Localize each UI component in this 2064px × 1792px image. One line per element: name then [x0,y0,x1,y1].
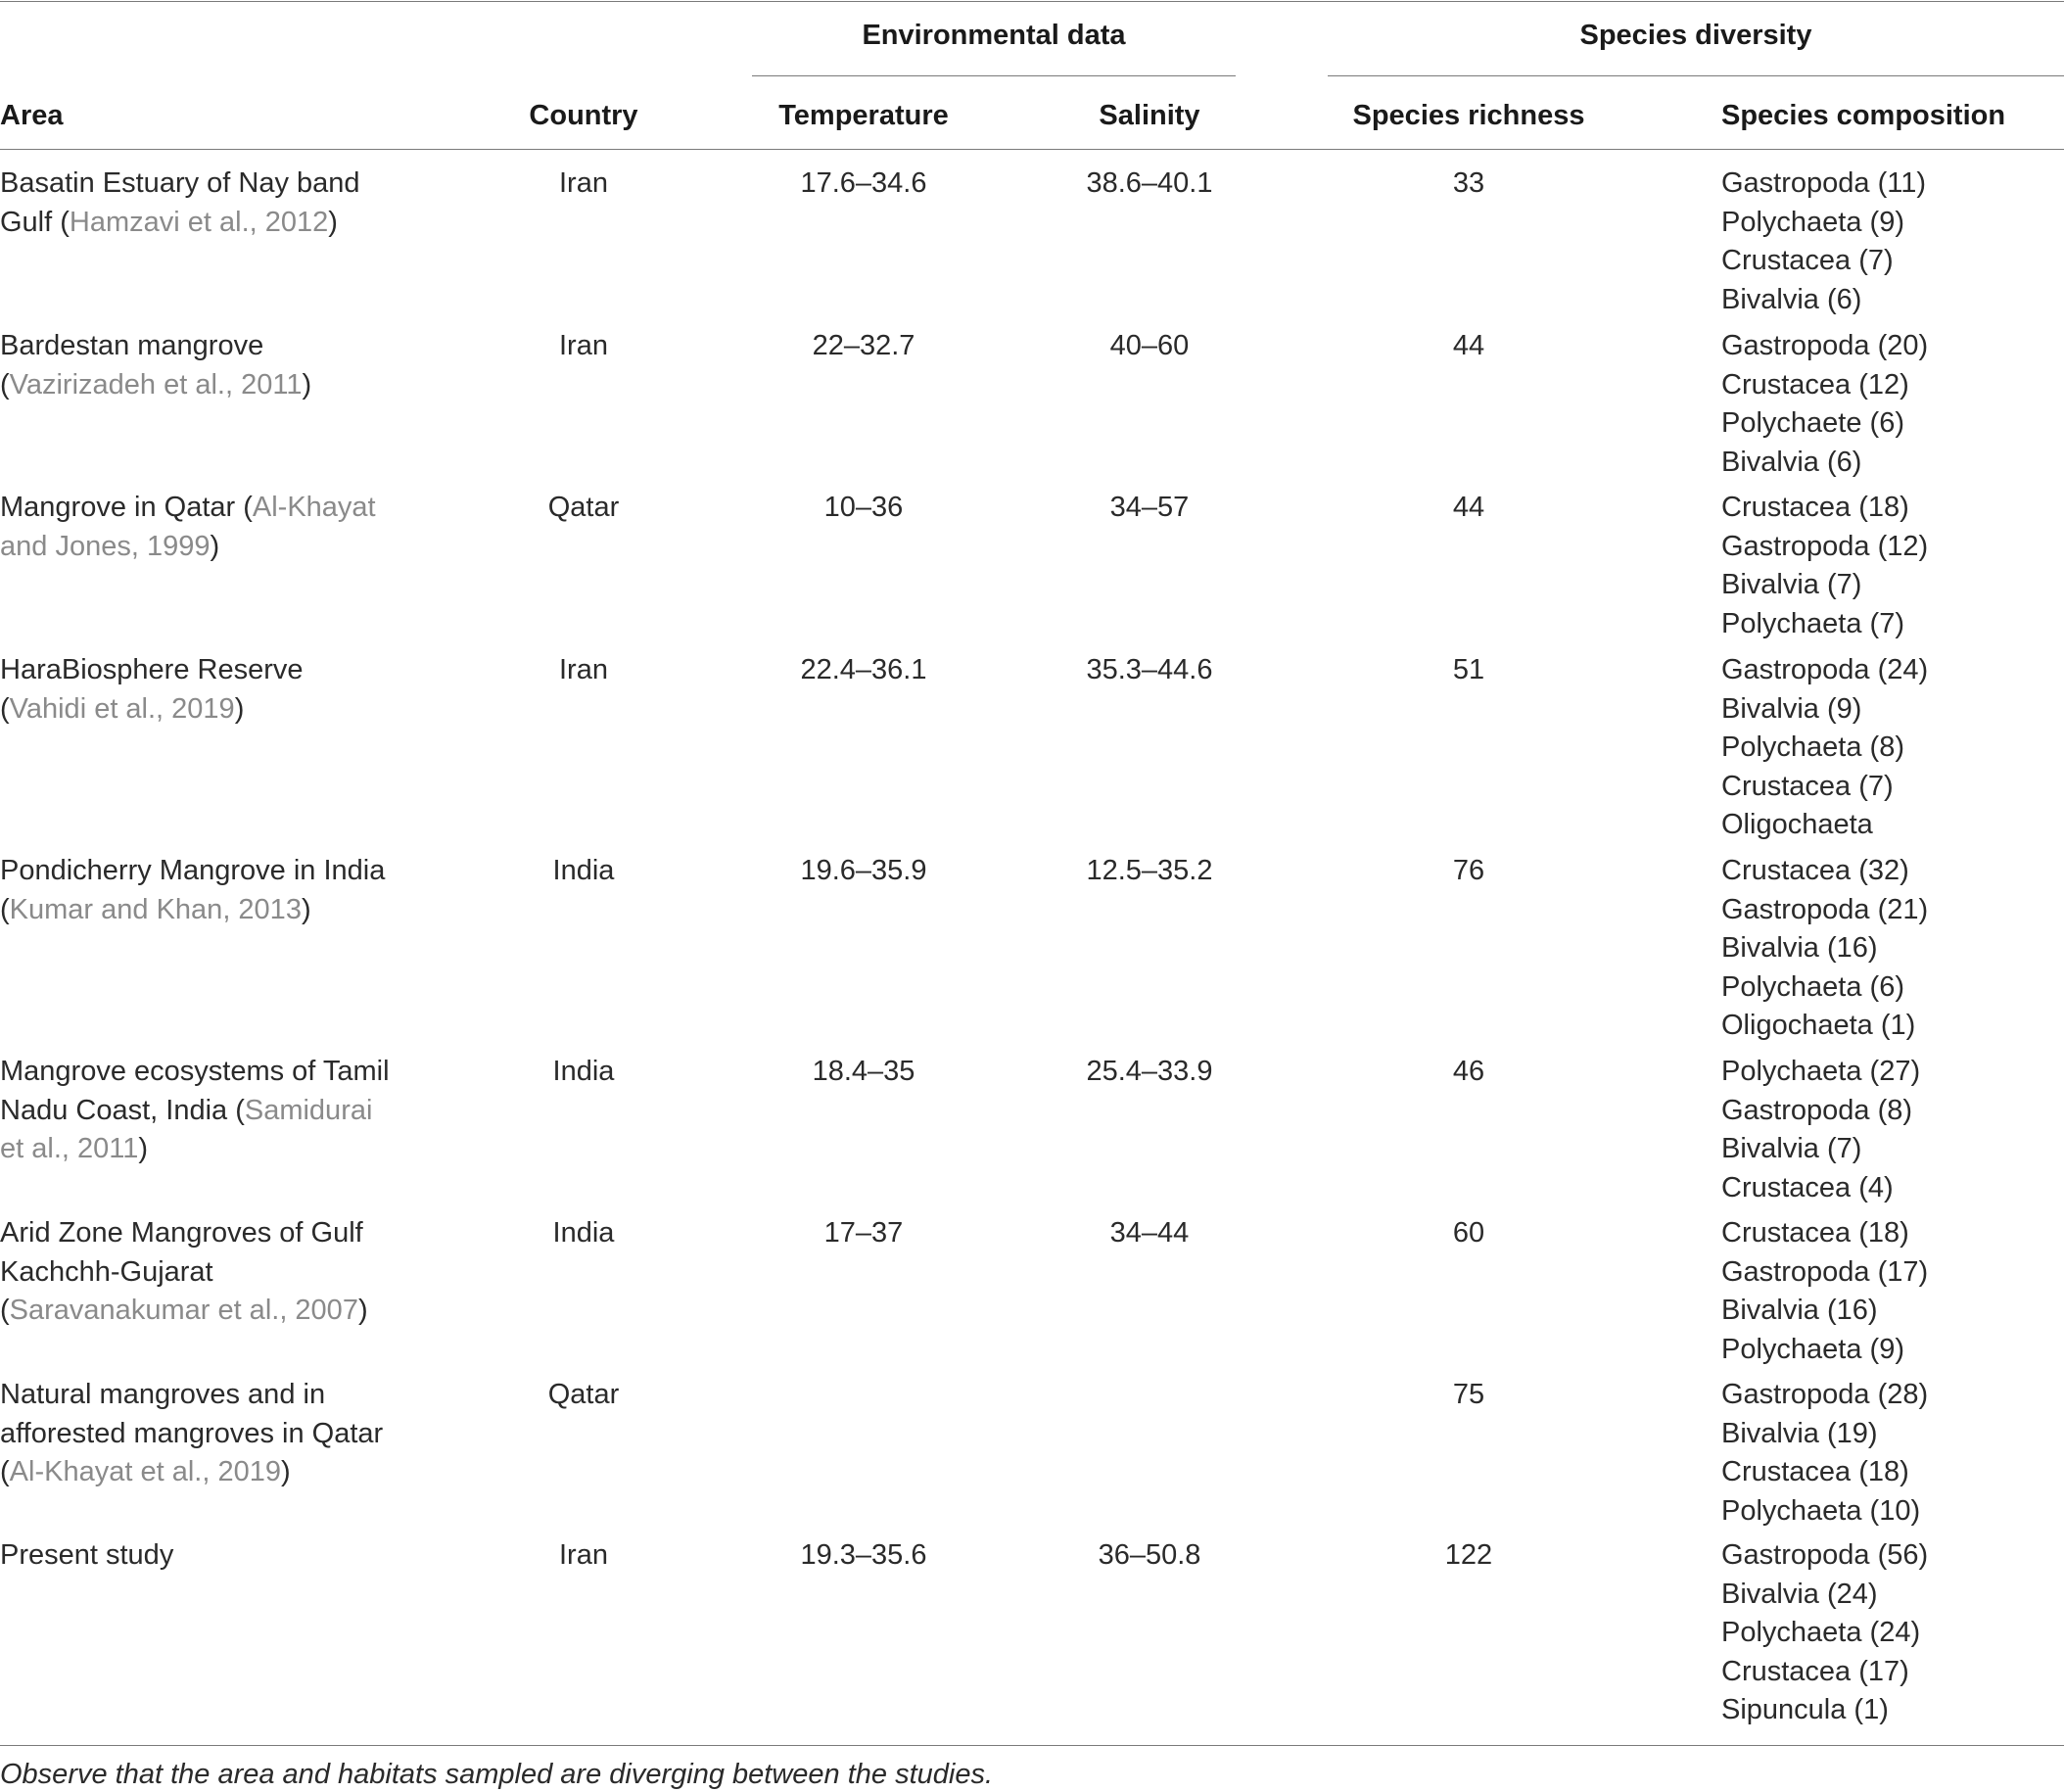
cell-richness: 33 [1452,167,1485,199]
composition-item: Bivalvia (6) [1721,283,1862,315]
area-text: Bardestan mangrove ( [0,330,264,401]
composition-item: Crustacea (7) [1721,770,1894,802]
composition-item: Polychaeta (10) [1721,1494,1921,1527]
composition-item: Gastropoda (21) [1721,893,1929,925]
table-footnote: Observe that the area and habitats sampled are diverging between the studies. [0,1759,994,1790]
group-rule-environmental [752,75,1236,76]
col-header-composition: Species composition [1721,100,2006,131]
table-top-rule [0,1,2064,2]
cell-country: India [552,855,615,886]
composition-item: Polychaeta (7) [1721,607,1904,639]
composition-item: Bivalvia (6) [1721,446,1862,478]
composition-item: Crustacea (4) [1721,1171,1894,1203]
table-bottom-rule [0,1745,2064,1746]
area-text: Arid Zone Mangroves of Gulf Kachchh-Gujarat ( [0,1217,363,1326]
composition-item: Crustacea (18) [1721,1456,1909,1487]
composition-item: Gastropoda (11) [1721,167,1927,199]
area-text-end: ) [234,692,245,725]
cell-composition [1721,852,1928,1046]
cell-temperature: 17.6–34.6 [800,167,927,199]
composition-item: Polychaeta (6) [1721,970,1904,1003]
col-header-salinity: Salinity [1099,100,1200,131]
composition-item: Bivalvia (7) [1721,1133,1862,1164]
cell-composition [1721,1214,1928,1369]
cell-composition [1721,165,1926,319]
composition-item: Crustacea (18) [1721,1217,1909,1249]
area-text-end: ) [301,893,311,925]
cell-salinity: 12.5–35.2 [1086,855,1213,886]
cell-area [0,1376,392,1492]
cell-salinity: 34–44 [1109,1217,1190,1249]
cell-richness: 44 [1452,330,1485,361]
cell-composition [1721,1376,1928,1531]
col-header-country: Country [529,100,638,131]
area-text: Mangrove ecosystems of Tamil Nadu Coast, India ( [0,1056,390,1126]
header-bottom-rule [0,149,2064,150]
composition-item: Bivalvia (24) [1721,1578,1878,1610]
cell-composition [1721,489,1928,643]
area-citation-link[interactable]: Vahidi et al., 2019 [9,692,235,725]
cell-area [0,651,392,729]
composition-item: Polychaeta (9) [1721,206,1904,238]
composition-item: Gastropoda (28) [1721,1379,1929,1410]
area-text: HaraBiosphere Reserve ( [0,654,304,725]
cell-country: India [552,1056,615,1087]
composition-item: Polychaeta (9) [1721,1333,1904,1365]
cell-area [0,327,392,404]
cell-richness: 60 [1452,1217,1485,1249]
group-header-environmental: Environmental data [862,20,1126,51]
col-header-temperature: Temperature [778,100,949,131]
cell-salinity: 36–50.8 [1098,1539,1201,1571]
cell-composition [1721,1536,1928,1730]
area-text-end: ) [328,206,338,238]
cell-salinity: 25.4–33.9 [1086,1056,1213,1087]
area-text: Mangrove in Qatar ( [0,492,253,523]
cell-salinity: 38.6–40.1 [1086,167,1213,199]
composition-item: Bivalvia (19) [1721,1417,1878,1449]
composition-item: Crustacea (7) [1721,245,1894,276]
composition-item: Gastropoda (20) [1721,330,1929,361]
cell-area [0,165,392,242]
cell-richness: 122 [1444,1539,1493,1571]
area-text: Pondicherry Mangrove in India ( [0,855,386,925]
area-text: Natural mangroves and in afforested mangroves in Qatar ( [0,1379,384,1487]
area-citation-link[interactable]: Saravanakumar et al., 2007 [9,1295,358,1326]
cell-country: Iran [559,167,608,199]
cell-composition [1721,651,1928,845]
area-citation-link[interactable]: Hamzavi et al., 2012 [69,206,329,238]
cell-salinity: 35.3–44.6 [1086,654,1213,685]
composition-item: Gastropoda (8) [1721,1094,1913,1126]
composition-item: Crustacea (32) [1721,855,1909,886]
cell-temperature: 10–36 [823,492,904,523]
composition-item: Bivalvia (16) [1721,932,1878,964]
cell-country: Qatar [547,492,620,523]
area-citation-link[interactable]: Al-Khayat and Jones, 1999 [0,492,376,562]
composition-item: Polychaeta (8) [1721,731,1904,763]
cell-composition [1721,327,1928,482]
cell-composition [1721,1053,1920,1207]
cell-area [0,1053,392,1169]
cell-richness: 44 [1452,492,1485,523]
composition-item: Polychaeta (24) [1721,1617,1921,1648]
composition-item: Gastropoda (24) [1721,654,1929,685]
area-citation-link[interactable]: Kumar and Khan, 2013 [9,893,302,925]
area-text: Present study [0,1539,174,1571]
cell-richness: 75 [1452,1379,1485,1410]
composition-item: Oligochaeta (1) [1721,1010,1916,1041]
area-text-end: ) [138,1133,149,1164]
composition-item: Gastropoda (12) [1721,530,1929,562]
cell-temperature: 19.3–35.6 [800,1539,927,1571]
cell-country: Iran [559,1539,608,1571]
group-rule-species [1328,75,2064,76]
composition-item: Crustacea (17) [1721,1655,1909,1687]
cell-richness: 46 [1452,1056,1485,1087]
composition-item: Oligochaeta [1721,809,1873,840]
composition-item: Gastropoda (56) [1721,1539,1929,1571]
col-header-area: Area [0,100,64,131]
cell-country: Iran [559,654,608,685]
cell-area [0,1536,392,1576]
composition-item: Bivalvia (7) [1721,569,1862,600]
area-text-end: ) [280,1456,291,1487]
area-citation-link[interactable]: Al-Khayat et al., 2019 [9,1456,281,1487]
composition-item: Gastropoda (17) [1721,1255,1929,1288]
composition-item: Polychaete (6) [1721,407,1904,439]
cell-temperature: 22.4–36.1 [800,654,927,685]
area-text-end: ) [210,530,220,562]
composition-item: Bivalvia (16) [1721,1295,1878,1326]
cell-temperature: 22–32.7 [812,330,915,361]
cell-country: India [552,1217,615,1249]
cell-area [0,1214,392,1331]
cell-salinity: 34–57 [1109,492,1190,523]
area-text: Basatin Estuary of Nay band Gulf ( [0,167,360,238]
cell-temperature: 18.4–35 [812,1056,915,1087]
area-citation-link[interactable]: Vazirizadeh et al., 2011 [9,368,303,401]
composition-item: Bivalvia (9) [1721,692,1862,725]
composition-item: Crustacea (18) [1721,492,1909,523]
cell-richness: 51 [1452,654,1485,685]
cell-country: Iran [559,330,608,361]
cell-salinity: 40–60 [1109,330,1190,361]
composition-item: Sipuncula (1) [1721,1694,1889,1725]
cell-country: Qatar [547,1379,620,1410]
cell-temperature: 17–37 [823,1217,904,1249]
area-text-end: ) [302,368,312,401]
cell-area [0,852,392,929]
cell-richness: 76 [1452,855,1485,886]
area-citation-link[interactable]: Samidurai et al., 2011 [0,1094,373,1164]
cell-temperature: 19.6–35.9 [800,855,927,886]
composition-item: Crustacea (12) [1721,368,1909,401]
cell-area [0,489,392,566]
composition-item: Polychaeta (27) [1721,1056,1921,1087]
group-header-species: Species diversity [1579,20,1812,51]
area-text-end: ) [357,1295,368,1326]
col-header-richness: Species richness [1352,100,1585,131]
